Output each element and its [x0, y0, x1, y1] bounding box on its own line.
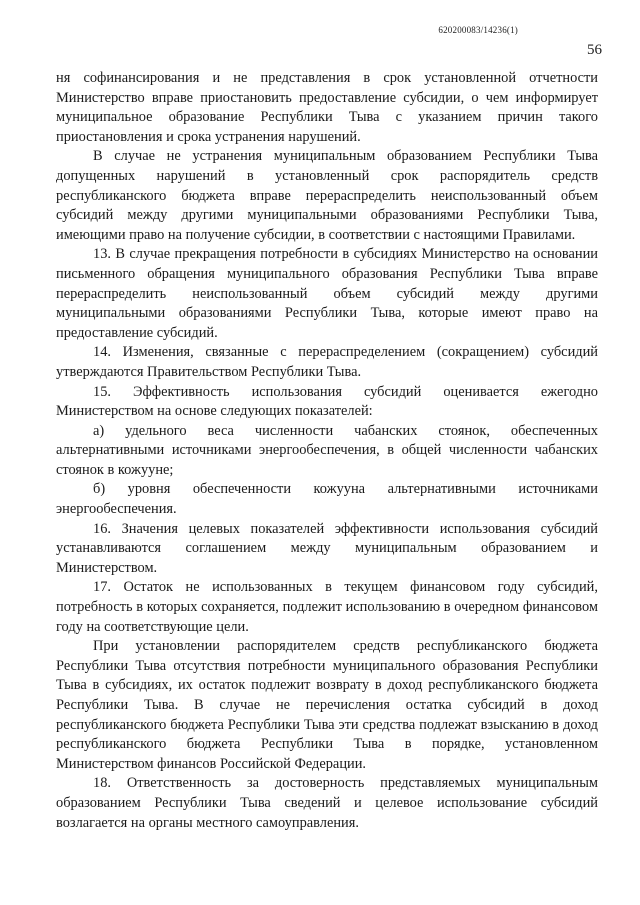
paragraph-15-a: а) удельного веса численности чабанских стоянок, обеспеченных альтернативными источниками энергообеспечения, в общей численности чабанских стоянок в кожууне;: [56, 422, 598, 478]
paragraph-13: 13. В случае прекращения потребности в субсидиях Министерство на основании письменного обращения муниципального образования Республики Тыва вправе перераспределить неиспользованный объем субсидий между другими муниципальными образованиями Республики Тыва, которые имеют право на предоставление субсидий.: [56, 246, 598, 341]
document-body: [56, 69, 598, 833]
document-code: 620200083/14236(1): [438, 25, 518, 35]
paragraph-15-b: б) уровня обеспеченности кожууна альтернативными источниками энергообеспечения.: [56, 481, 598, 518]
paragraph-16: 16. Значения целевых показателей эффективности использования субсидий устанавливаются соглашением между муниципальным образованием и Министерством.: [56, 520, 598, 576]
paragraph-redistribution: В случае не устранения муниципальным образованием Республики Тыва допущенных нарушений в установленный срок распорядитель средств республиканского бюджета вправе перераспределить неиспользованный объем субсидий между другими муниципальными образованиями Республики Тыва, имеющими право на получение субсидии, в соответствии с настоящими Правилами.: [56, 148, 598, 243]
paragraph-14: 14. Изменения, связанные с перераспределением (сокращением) субсидий утверждаются Правительством Республики Тыва.: [56, 344, 598, 380]
paragraph-17-return: При установлении распорядителем средств республиканского бюджета Республики Тыва отсутствия потребности муниципального образования Республики Тыва в субсидиях, их остаток подлежит возврату в доход республиканского бюджета Республики Тыва. В случае не перечисления остатка субсидий в доход республиканского бюджета Республики Тыва эти средства подлежат взысканию в доход республиканского бюджета Республики Тыва в порядке, установленном Министерством финансов Российской Федерации.: [56, 638, 598, 772]
paragraph-continuation: ня софинансирования и не представления в срок установленной отчетности Министерство вправе приостановить предоставление субсидии, о чем информирует муниципальное образование Республики Тыва с указанием причин такого приостановления и срока устранения нарушений.: [56, 70, 598, 145]
paragraph-17: 17. Остаток не использованных в текущем финансовом году субсидий, потребность в которых сохраняется, подлежит использованию в очередном финансовом году на соответствующие цели.: [56, 579, 598, 635]
page-number: 56: [587, 42, 602, 58]
paragraph-18: 18. Ответственность за достоверность представляемых муниципальным образованием Республики Тыва сведений и целевое использование субсидий возлагается на органы местного самоуправления.: [56, 775, 598, 831]
paragraph-15: 15. Эффективность использования субсидий оценивается ежегодно Министерством на основе следующих показателей:: [56, 383, 598, 420]
